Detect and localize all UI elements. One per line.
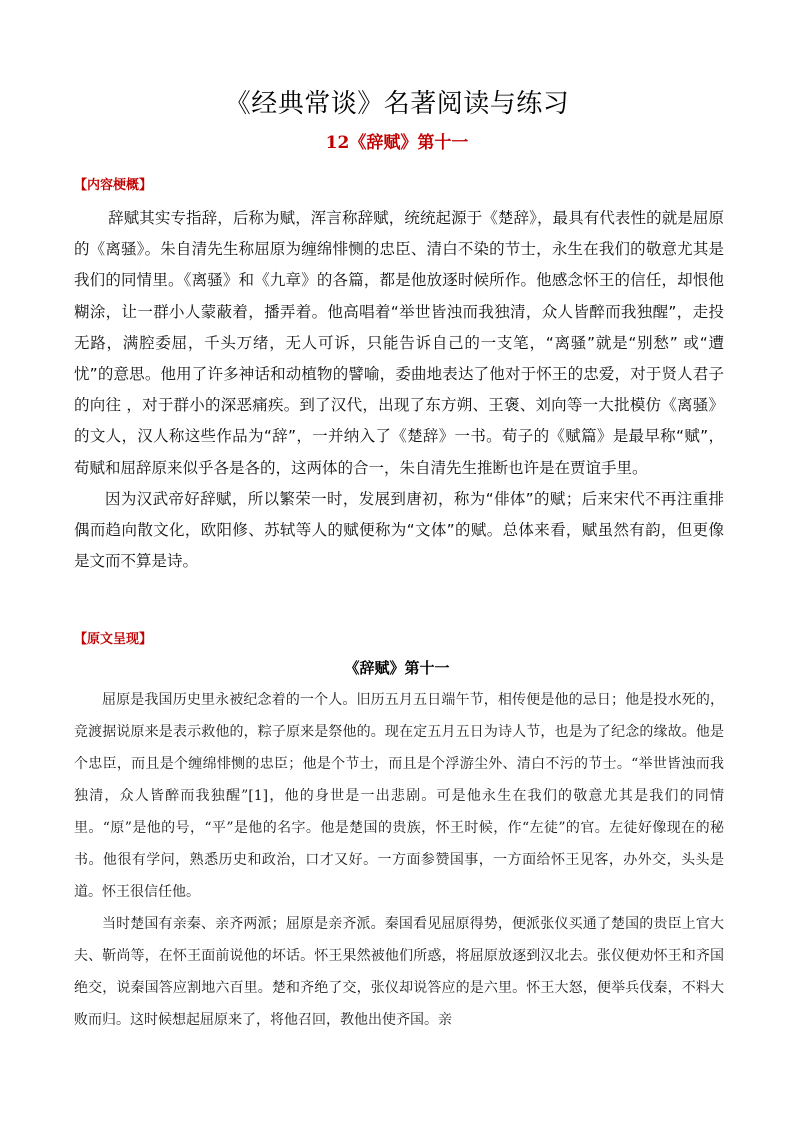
summary-section-label: 【内容梗概】 (74, 178, 153, 193)
original-text (74, 684, 724, 1036)
summary-paragraph: 辞赋其实专指辞，后称为赋，浑言称辞赋，统统起源于《楚辞》，最具有代表性的就是屈原的《离骚》。朱自清先生称屈原为缠绵悱恻的忠臣、清白不染的节士，永生在我们的敬意尤其是我们的同情里。《离骚》和《九章》的各篇，都是他放逐时候所作。他感念怀王的信任，却恨他糊涂，让一群小人蒙蔽着，播弄着。他高唱着“举世皆浊而我独清，众人皆醉而我独醒”，走投无路，满腔委屈，千头万绪，无人可诉，只能告诉自己的一支笔，“离骚”就是“别愁” 或“遭忧”的意思。他用了许多神话和动植物的譬喻，委曲地表达了他对于怀王的忠爱，对于贤人君子的向往 ，对于群小的深恶痛疾。到了汉代，出现了东方朔、王褒、刘向等一大批模仿《离骚》的文人，汉人称这些作品为“辞”，一并纳入了《楚辞》一书。荀子的《赋篇》是最早称“赋”，荀赋和屈辞原来似乎各是各的，这两体的合一，朱自清先生推断也许是在贾谊手里。 (74, 209, 724, 477)
summary-text (74, 203, 724, 577)
original-title: 《辞赋》第十一 (344, 659, 450, 677)
original-paragraph: 屈原是我国历史里永被纪念着的一个人。旧历五月五日端午节，相传便是他的忌日；他是投水死的，竞渡据说原来是表示救他的，粽子原来是祭他的。现在定五月五日为诗人节，也是为了纪念的缘故。他是个忠臣，而且是个缠绵悱恻的忠臣；他是个节士，而且是个浮游尘外、清白不污的节士。“举世皆浊而我独清，众人皆醉而我独醒”[1]，他的身世是一出悲剧。可是他永生在我们的敬意尤其是我们的同情里。“原”是他的号，“平”是他的名字。他是楚国的贵族，怀王时候，作“左徒”的官。左徒好像现在的秘书。他很有学问，熟悉历史和政治，口才又好。一方面参赞国事，一方面给怀王见客，办外交，头头是道。怀王很信任他。 (74, 692, 724, 900)
summary-paragraph: 因为汉武帝好辞赋，所以繁荣一时，发展到唐初，称为“俳体”的赋；后来宋代不再注重排偶而趋向散文化，欧阳修、苏轼等人的赋便称为“文体”的赋。总体来看，赋虽然有韵，但更像是文而不算是诗。 (74, 489, 724, 571)
original-section-label: 【原文呈现】 (74, 632, 153, 647)
document-title: 《经典常谈》名著阅读与练习 (224, 89, 570, 119)
chapter-subtitle: 12《辞赋》第十一 (325, 133, 469, 153)
original-paragraph: 当时楚国有亲秦、亲齐两派；屈原是亲齐派。秦国看见屈原得势，便派张仪买通了楚国的贵臣上官大夫、靳尚等，在怀王面前说他的坏话。怀王果然被他们所惑，将屈原放逐到汉北去。张仪便劝怀王和齐国绝交，说秦国答应割地六百里。楚和齐绝了交，张仪却说答应的是六里。怀王大怒，便举兵伐秦，不料大败而归。这时候想起屈原来了，将他召回，教他出使齐国。亲 (74, 916, 724, 1028)
